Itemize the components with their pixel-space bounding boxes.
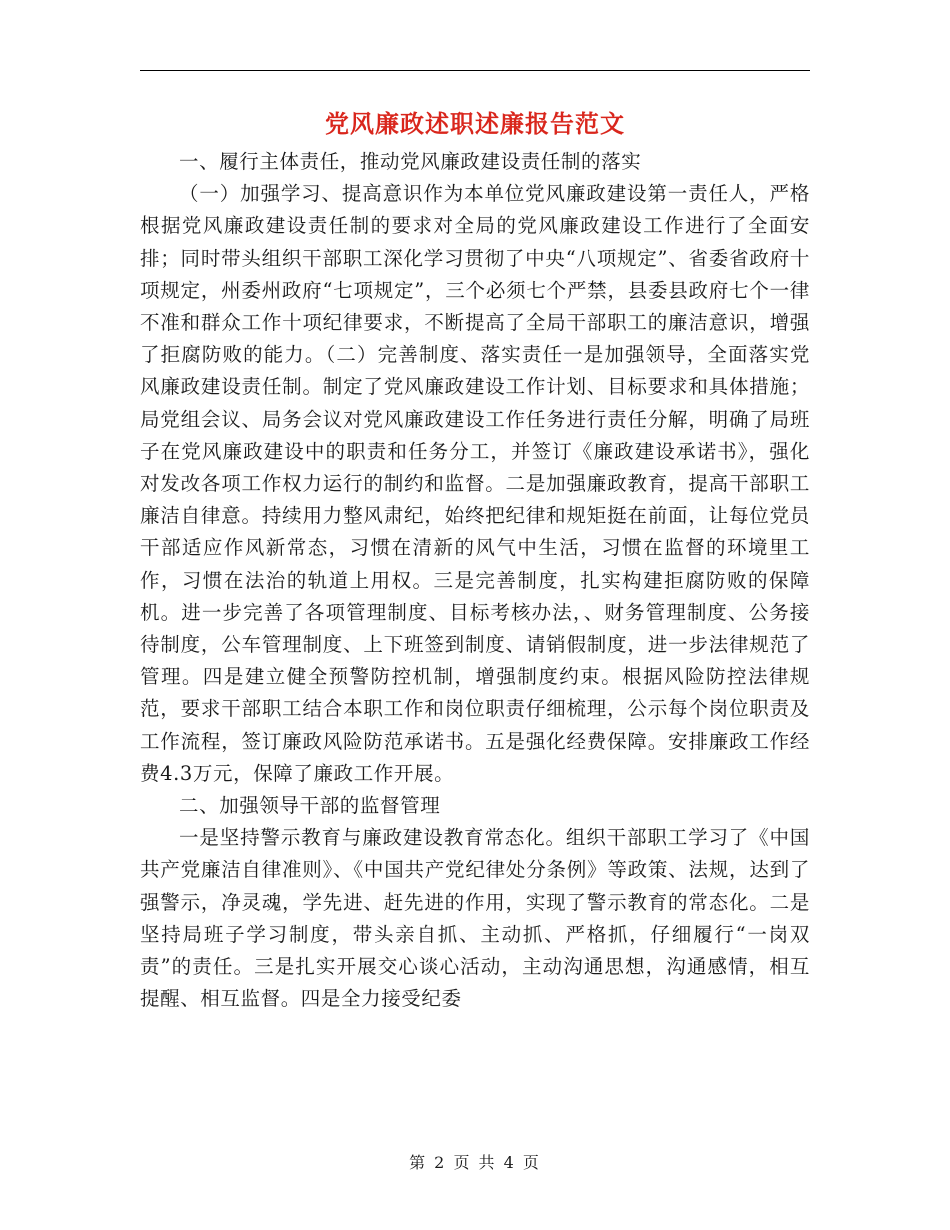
document-title: 党风廉政述职述廉报告范文 [325, 109, 625, 138]
page-number-footer: 第 2 页 共 4 页 [409, 1153, 541, 1172]
section-2-body-paragraph: 一是坚持警示教育与廉政建设教育常态化。组织干部职工学习了《中国共产党廉洁自律准则》、《中国共产党纪律处分条例》等政策、法规，达到了强警示，净灵魂，学先进、赶先进的作用，实现了警示教育的常态化。二是坚持局班子学习制度，带头亲自抓、主动抓、严格抓，仔细履行“一岗双责”的责任。三是扎实开展交心谈心活动，主动沟通思想，沟通感情，相互提醒、相互监督。四是全力接受纪委 [140, 826, 810, 1011]
section-heading-1: 一、履行主体责任，推动党风廉政建设责任制的落实 [179, 150, 642, 173]
document-body [140, 146, 810, 1015]
header-rule [140, 70, 810, 71]
section-heading-2: 二、加强领导干部的监督管理 [179, 794, 441, 818]
section-1-body-paragraph: （一）加强学习、提高意识作为本单位党风廉政建设第一责任人，严格根据党风廉政建设责任制的要求对全局的党风廉政建设工作进行了全面安排；同时带头组织干部职工深化学习贯彻了中央“八项规定”、省委省政府十项规定，州委州政府“七项规定”，三个必须七个严禁，县委县政府七个一律不准和群众工作十项纪律要求，不断提高了全局干部职工的廉洁意识，增强了拒腐防败的能力。（二）完善制度、落实责任一是加强领导，全面落实党风廉政建设责任制。制定了党风廉政建设工作计划、目标要求和具体措施；局党组会议、局务会议对党风廉政建设工作任务进行责任分解，明确了局班子在党风廉政建设中的职责和任务分工，并签订《廉政建设承诺书》，强化对发改各项工作权力运行的制约和监督。二是加强廉政教育，提高干部职工廉洁自律意。持续用力整风肃纪，始终把纪律和规矩挺在前面，让每位党员干部适应作风新常态，习惯在清新的风气中生活，习惯在监督的环境里工作，习惯在法治的轨道上用权。三是完善制度，扎实构建拒腐防败的保障机。进一步完善了各项管理制度、目标考核办法，、财务管理制度、公务接待制度，公车管理制度、上下班签到制度、请销假制度，进一步法律规范了管理。四是建立健全预警防控机制，增强制度约束。根据风险防控法律规范，要求干部职工结合本职工作和岗位职责仔细梳理，公示每个岗位职责及工作流程，签订廉政风险防范承诺书。五是强化经费保障。安排廉政工作经费4.3万元，保障了廉政工作开展。 [140, 182, 810, 785]
